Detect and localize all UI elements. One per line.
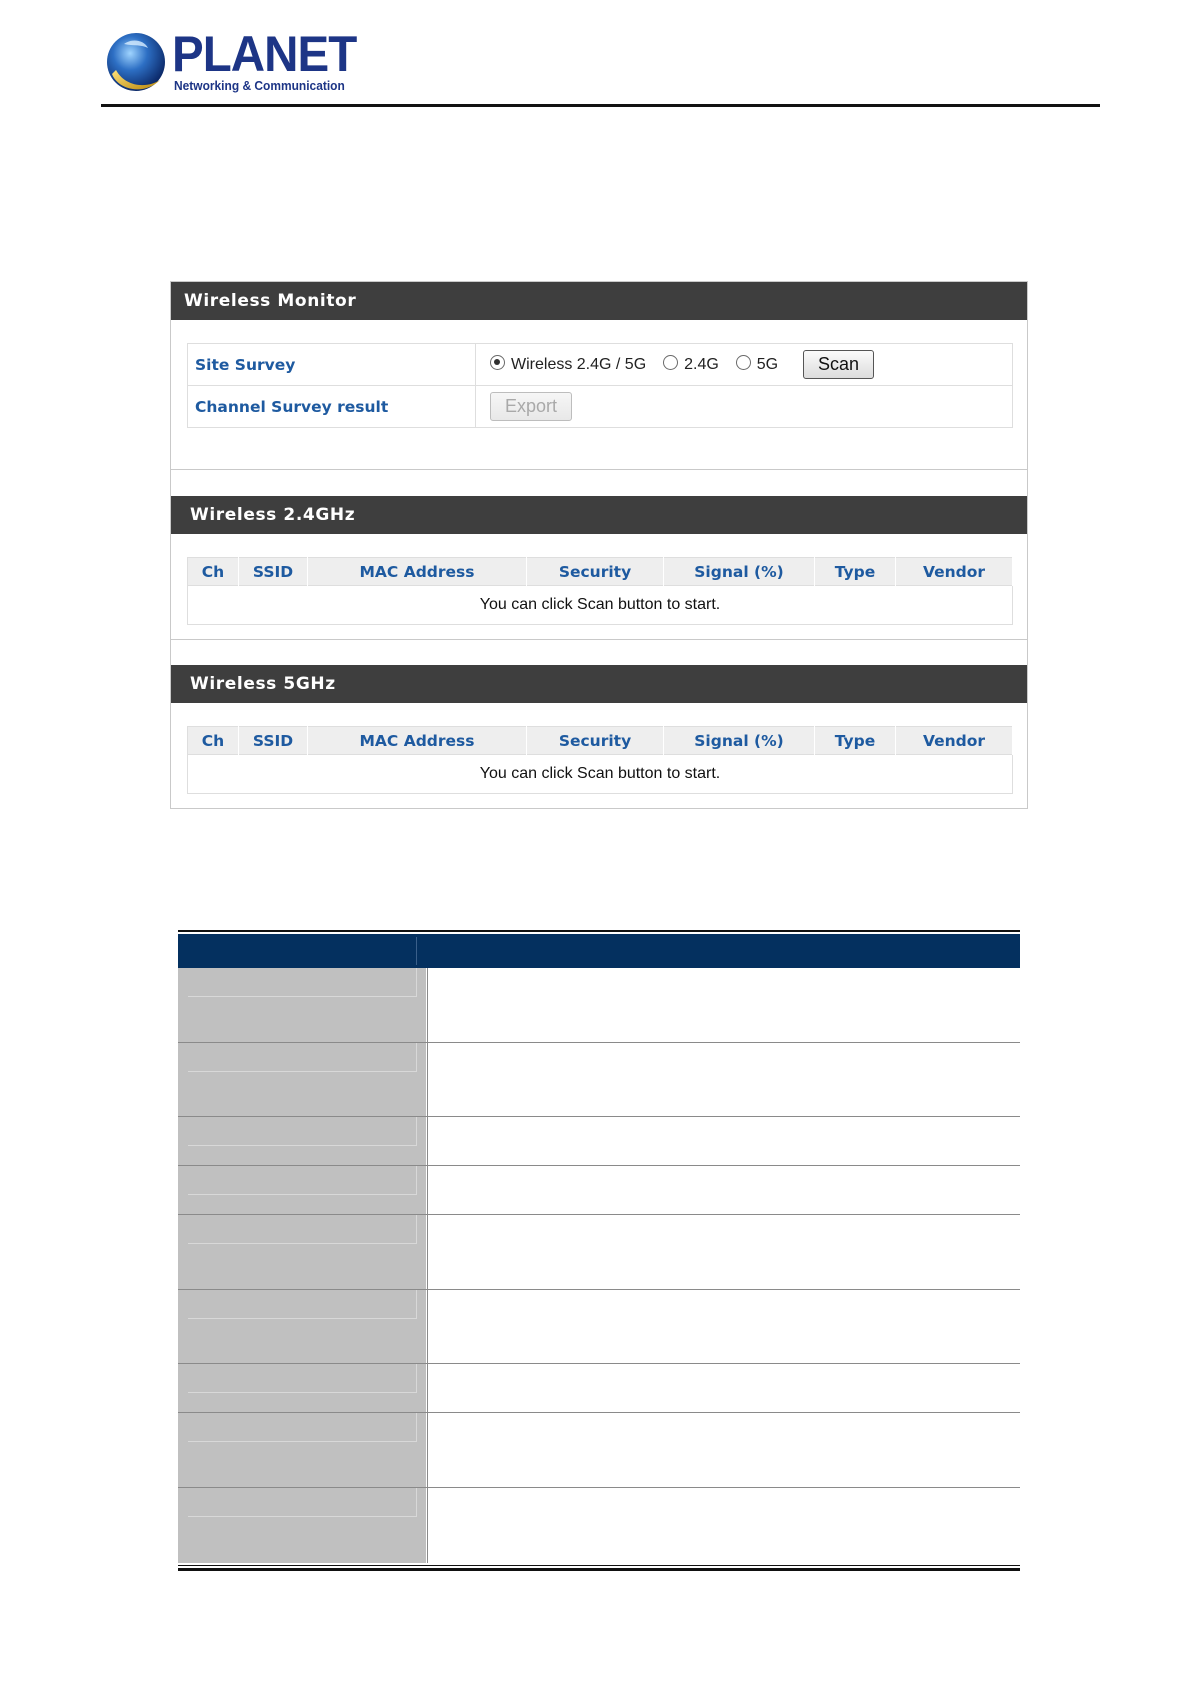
table-row — [178, 968, 1020, 1043]
channel-survey-row — [188, 386, 1013, 428]
table-row — [178, 1488, 1020, 1563]
col-type: Type — [815, 727, 896, 755]
description-table-top-rule — [178, 930, 1020, 932]
table-row — [178, 1117, 1020, 1166]
table-header-row — [188, 727, 1013, 755]
col-signal: Signal (%) — [664, 558, 815, 586]
brand-name: PLANET — [172, 26, 357, 82]
description-table-header — [178, 934, 1020, 968]
table-row — [188, 755, 1013, 794]
wireless-24ghz-table — [187, 557, 1013, 625]
description-table-bottom-rule — [178, 1565, 1020, 1566]
col-ssid: SSID — [239, 558, 308, 586]
col-ch: Ch — [188, 727, 239, 755]
col-security: Security — [527, 558, 664, 586]
radio-24g[interactable] — [663, 355, 678, 370]
wireless-monitor-screenshot — [170, 281, 1028, 809]
empty-message: You can click Scan button to start. — [188, 755, 1013, 794]
description-header-divider — [416, 937, 417, 965]
radio-label-5g: 5G — [756, 356, 779, 373]
header-divider — [101, 104, 1100, 107]
table-row — [178, 1043, 1020, 1117]
radio-label-24g: 2.4G — [684, 356, 719, 373]
col-ch: Ch — [188, 558, 239, 586]
section-divider — [171, 469, 1027, 470]
col-ssid: SSID — [239, 727, 308, 755]
description-table — [178, 968, 1020, 1563]
col-signal: Signal (%) — [664, 727, 815, 755]
radio-label-wireless-24-5: Wireless 2.4G / 5G — [511, 356, 647, 373]
col-mac-address: MAC Address — [308, 727, 527, 755]
channel-survey-label: Channel Survey result — [188, 386, 476, 428]
site-survey-options — [476, 344, 1013, 386]
col-security: Security — [527, 727, 664, 755]
description-table-bottom-rule-thick — [178, 1568, 1020, 1571]
brand-tagline: Networking & Communication — [174, 78, 345, 93]
table-row — [178, 1215, 1020, 1290]
table-row — [178, 1166, 1020, 1215]
table-row — [178, 1290, 1020, 1364]
table-header-row — [188, 558, 1013, 586]
section-divider — [171, 639, 1027, 640]
table-row — [178, 1413, 1020, 1488]
channel-survey-action — [476, 386, 1013, 428]
table-row — [178, 1364, 1020, 1413]
col-mac-address: MAC Address — [308, 558, 527, 586]
wireless-24ghz-title: Wireless 2.4GHz — [171, 496, 1027, 534]
wireless-5ghz-title: Wireless 5GHz — [171, 665, 1027, 703]
wireless-monitor-title: Wireless Monitor — [171, 282, 1027, 320]
site-survey-form — [187, 343, 1013, 428]
globe-logo-icon — [104, 30, 166, 94]
site-survey-row — [188, 344, 1013, 386]
col-vendor: Vendor — [896, 558, 1013, 586]
radio-wireless-24-5[interactable] — [490, 355, 505, 370]
empty-message: You can click Scan button to start. — [188, 586, 1013, 625]
scan-button[interactable]: Scan — [803, 350, 874, 379]
col-vendor: Vendor — [896, 727, 1013, 755]
planet-logo — [104, 26, 357, 96]
col-type: Type — [815, 558, 896, 586]
radio-5g[interactable] — [736, 355, 751, 370]
wireless-5ghz-table — [187, 726, 1013, 794]
table-row — [188, 586, 1013, 625]
export-button[interactable]: Export — [490, 392, 572, 421]
site-survey-label: Site Survey — [188, 344, 476, 386]
